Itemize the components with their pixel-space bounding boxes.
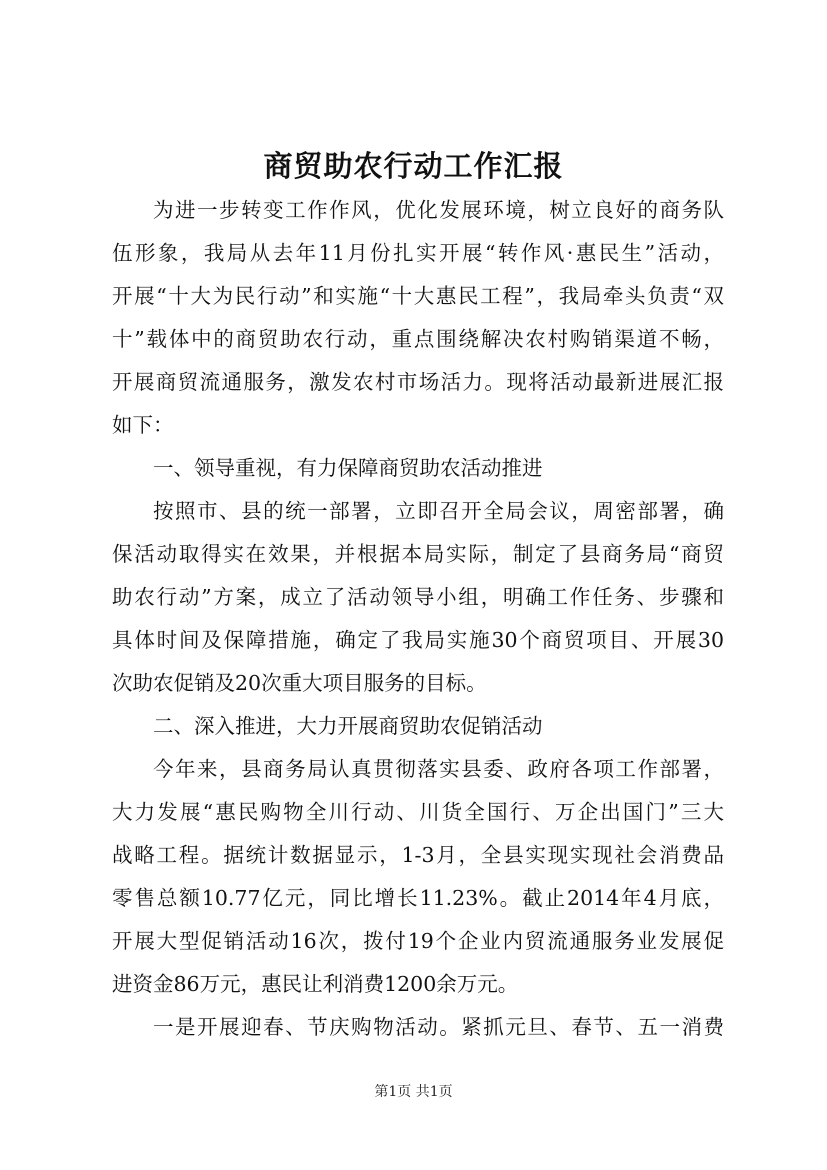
paragraph-line: 伍形象，我局从去年11月份扎实开展“转作风·惠民生”活动， — [112, 241, 724, 265]
paragraph-line: 进资金86万元，惠民让利消费1200余万元。 — [112, 972, 519, 996]
paragraph-line: 十”载体中的商贸助农行动，重点围绕解决农村购销渠道不畅， — [112, 327, 724, 351]
paragraph-line: 开展大型促销活动16次，拨付19个企业内贸流通服务业发展促 — [112, 929, 724, 953]
section-heading: 一、领导重视，有力保障商贸助农活动推进 — [153, 456, 543, 480]
paragraph-line: 大力发展“惠民购物全川行动、川货全国行、万企出国门”三大 — [112, 800, 724, 824]
paragraph-line: 具体时间及保障措施，确定了我局实施30个商贸项目、开展30 — [112, 628, 724, 652]
paragraph-line: 助农行动”方案，成立了活动领导小组，明确工作任务、步骤和 — [112, 585, 724, 609]
paragraph-line: 开展“十大为民行动”和实施“十大惠民工程”，我局牵头负责“双 — [112, 284, 724, 308]
paragraph-line: 如下： — [112, 413, 174, 437]
paragraph-line: 为进一步转变工作作风，优化发展环境，树立良好的商务队 — [153, 198, 724, 222]
paragraph-line: 保活动取得实在效果，并根据本局实际，制定了县商务局“商贸 — [112, 542, 724, 566]
paragraph-line: 开展商贸流通服务，激发农村市场活力。现将活动最新进展汇报 — [112, 370, 724, 394]
paragraph-line: 一是开展迎春、节庆购物活动。紧抓元旦、春节、五一消费 — [153, 1015, 724, 1039]
page-footer: 第1页 共1页 — [374, 1084, 453, 1100]
document-title: 商贸助农行动工作汇报 — [263, 149, 564, 183]
paragraph-line: 今年来，县商务局认真贯彻落实县委、政府各项工作部署， — [153, 757, 724, 781]
paragraph-line: 战略工程。据统计数据显示，1-3月，全县实现实现社会消费品 — [112, 843, 724, 867]
paragraph-line: 按照市、县的统一部署，立即召开全局会议，周密部署，确 — [153, 499, 724, 523]
section-heading: 二、深入推进，大力开展商贸助农促销活动 — [153, 714, 543, 738]
paragraph-line: 次助农促销及20次重大项目服务的目标。 — [112, 671, 487, 695]
paragraph-line: 零售总额10.77亿元，同比增长11.23%。截止2014年4月底， — [112, 886, 724, 910]
